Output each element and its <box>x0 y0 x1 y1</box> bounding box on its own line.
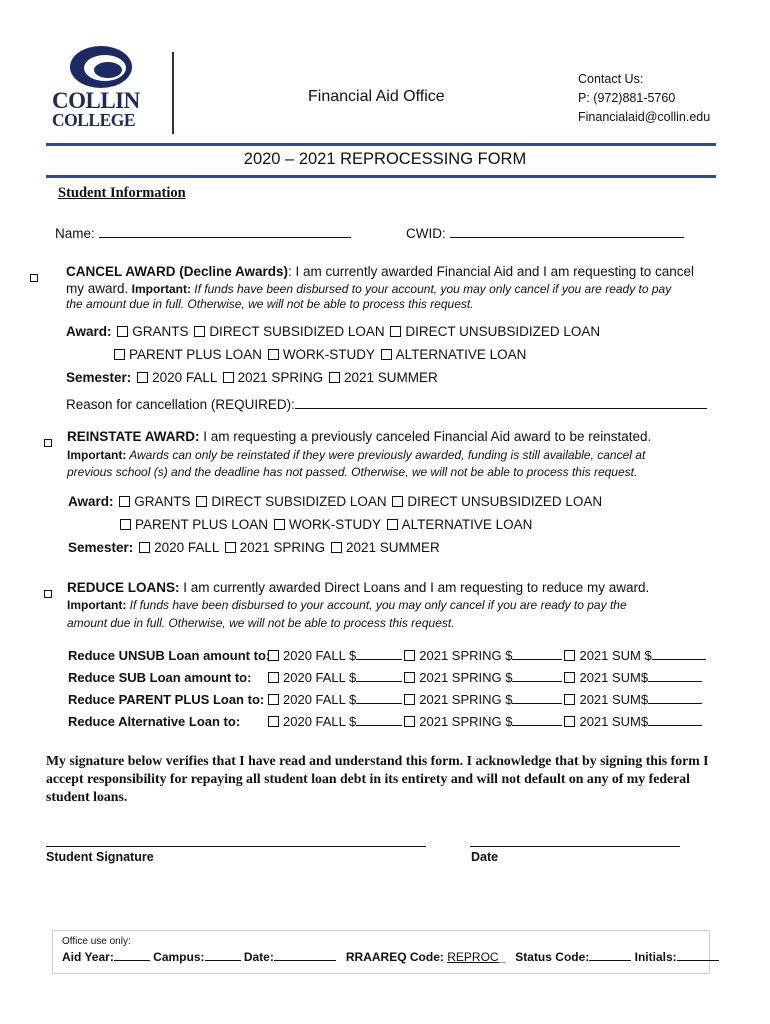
reinstate-parent-plus-checkbox[interactable] <box>120 519 131 530</box>
contact-email[interactable]: Financialaid@collin.edu <box>578 110 711 124</box>
cancel-unsub-loan-checkbox[interactable] <box>390 326 401 337</box>
reduce-spring-label: 2021 SPRING $ <box>419 648 513 663</box>
office-date-field[interactable] <box>274 950 336 961</box>
reduce-fall-label: 2020 FALL $ <box>283 648 357 663</box>
reinstate-award-text: I am requesting a previously canceled Financial Aid award to be reinstated. <box>199 429 652 444</box>
reinstate-grants-checkbox[interactable] <box>119 496 130 507</box>
reduce-spring-label: 2021 SPRING $ <box>419 714 513 729</box>
cancel-opt-ws: WORK-STUDY <box>282 347 375 362</box>
reinstate-alt-loan-checkbox[interactable] <box>387 519 398 530</box>
cancel-semester-row <box>66 370 438 385</box>
reduce-fall-label: 2020 FALL $ <box>283 714 357 729</box>
reduce-fall-label: 2020 FALL $ <box>283 670 357 685</box>
reduce-row-unsub <box>68 647 706 663</box>
office-use-fields: Aid Year: Campus: Date: RRAAREQ Code: REPROC_ Status Code: Initials: <box>62 950 719 964</box>
reduce-loans-line <box>67 580 649 595</box>
cancel-spring-checkbox[interactable] <box>223 372 234 383</box>
cancel-semester-label: Semester: <box>66 370 132 385</box>
name-row <box>55 225 351 241</box>
reduce-row-sub <box>68 669 702 685</box>
reduce-fall-checkbox[interactable] <box>268 716 279 727</box>
reinstate-award-line <box>67 429 651 444</box>
reinstate-unsub-loan-checkbox[interactable] <box>392 496 403 507</box>
reduce-row-label: Reduce UNSUB Loan amount to: <box>68 648 271 663</box>
cancel-sub-loan-checkbox[interactable] <box>194 326 205 337</box>
cancel-opt-unsub: DIRECT UNSUBSIDIZED LOAN <box>405 324 601 339</box>
cancel-opt-grants: GRANTS <box>132 324 189 339</box>
reinstate-opt-ws: WORK-STUDY <box>288 517 381 532</box>
reduce-spring-checkbox[interactable] <box>404 694 415 705</box>
name-label: Name: <box>55 226 95 241</box>
reinstate-opt-grants: GRANTS <box>134 494 191 509</box>
rraareq-value: REPROC <box>447 950 499 964</box>
reduce-fall-checkbox[interactable] <box>268 672 279 683</box>
reinstate-award-title: REINSTATE AWARD: <box>67 429 200 444</box>
reinstate-important-label: Important: <box>67 448 127 462</box>
reinstate-spring-checkbox[interactable] <box>225 542 236 553</box>
contact-phone: P: (972)881-5760 <box>578 91 676 105</box>
cancel-award-text: : I am currently awarded Financial Aid and I am requesting to cancel <box>288 264 695 279</box>
reduce-sum-label: 2021 SUM$ <box>579 670 649 685</box>
reinstate-semester-label: Semester: <box>68 540 134 555</box>
reduce-fall-amount[interactable] <box>356 713 402 726</box>
form-title: 2020 – 2021 REPROCESSING FORM <box>243 150 527 168</box>
cancel-note2: the amount due in full. Otherwise, we will not be able to process this request. <box>66 297 474 311</box>
cancel-reason-field[interactable] <box>295 396 707 409</box>
reduce-sum-amount[interactable] <box>652 647 706 660</box>
cancel-summer-checkbox[interactable] <box>329 372 340 383</box>
student-signature-line[interactable] <box>46 846 426 847</box>
reduce-sum-amount[interactable] <box>648 713 702 726</box>
reduce-loans-checkbox[interactable] <box>44 585 52 603</box>
office-name: Financial Aid Office <box>308 88 445 105</box>
reduce-sum-checkbox[interactable] <box>564 694 575 705</box>
reduce-important-label: Important: <box>67 598 127 612</box>
name-field[interactable] <box>99 225 351 238</box>
reinstate-award-label: Award: <box>68 494 114 509</box>
reduce-fall-amount[interactable] <box>356 647 402 660</box>
cwid-field[interactable] <box>450 225 684 238</box>
reinstate-work-study-checkbox[interactable] <box>274 519 285 530</box>
cancel-opt-alt: ALTERNATIVE LOAN <box>395 347 527 362</box>
cancel-award-label: Award: <box>66 324 112 339</box>
reduce-fall-amount[interactable] <box>356 669 402 682</box>
student-info-heading: Student Information <box>58 185 186 201</box>
reduce-row-alternative <box>68 713 702 729</box>
reinstate-opt-sub: DIRECT SUBSIDIZED LOAN <box>211 494 387 509</box>
reinstate-sem-spring: 2021 SPRING <box>239 540 326 555</box>
reinstate-sem-fall: 2020 FALL <box>154 540 219 555</box>
reinstate-note1: Awards can only be reinstated if they were previously awarded, funding is still available, cancel at <box>126 448 646 462</box>
reduce-row-label: Reduce PARENT PLUS Loan to: <box>68 692 265 707</box>
reduce-spring-amount[interactable] <box>512 647 562 660</box>
cancel-reason-row <box>66 396 707 412</box>
date-line[interactable] <box>470 846 680 847</box>
reduce-note-line1 <box>67 598 627 612</box>
office-use-label: Office use only: <box>62 936 131 947</box>
cancel-note-line1 <box>66 281 671 296</box>
campus-field[interactable] <box>205 950 241 961</box>
cancel-sem-spring: 2021 SPRING <box>237 370 324 385</box>
cancel-opt-sub: DIRECT SUBSIDIZED LOAN <box>209 324 385 339</box>
reinstate-award-options-2 <box>118 517 532 532</box>
reduce-row-label: Reduce Alternative Loan to: <box>68 714 241 729</box>
cancel-parent-plus-checkbox[interactable] <box>114 349 125 360</box>
reduce-sum-label: 2021 SUM$ <box>579 714 649 729</box>
reduce-sum-checkbox[interactable] <box>564 716 575 727</box>
cancel-award-title: CANCEL AWARD (Decline Awards) <box>66 264 289 279</box>
reduce-spring-checkbox[interactable] <box>404 716 415 727</box>
title-rule-top <box>46 143 716 146</box>
cancel-award-options-1 <box>66 324 600 339</box>
date-label: Date <box>471 850 499 864</box>
reduce-spring-label: 2021 SPRING $ <box>419 692 513 707</box>
reduce-row-parent-plus <box>68 691 702 707</box>
cancel-text-cont: my award. <box>66 281 129 296</box>
status-code-field[interactable] <box>589 950 631 961</box>
reinstate-opt-alt: ALTERNATIVE LOAN <box>401 517 533 532</box>
reduce-spring-label: 2021 SPRING $ <box>419 670 513 685</box>
reduce-spring-amount[interactable] <box>512 669 562 682</box>
title-rule-bottom <box>46 175 716 178</box>
header-divider <box>172 52 174 134</box>
reduce-sum-amount[interactable] <box>648 669 702 682</box>
reduce-fall-amount[interactable] <box>356 691 402 704</box>
reduce-sum-label: 2021 SUM$ <box>579 692 649 707</box>
reinstate-sub-loan-checkbox[interactable] <box>196 496 207 507</box>
office-date-label: Date <box>243 950 270 964</box>
college-logo-swoosh <box>68 44 134 90</box>
cancel-work-study-checkbox[interactable] <box>268 349 279 360</box>
reduce-spring-checkbox[interactable] <box>404 650 415 661</box>
reinstate-note-line1 <box>67 448 645 462</box>
initials-label: Initials <box>634 950 673 964</box>
cancel-award-line <box>66 264 694 279</box>
cancel-sem-fall: 2020 FALL <box>152 370 217 385</box>
campus-label: Campus <box>153 950 201 964</box>
cwid-row <box>406 225 684 241</box>
aid-year-label: Aid Year <box>62 950 110 964</box>
reinstate-sem-summer: 2021 SUMMER <box>345 540 440 555</box>
rraareq-label: RRAAREQ Code <box>345 950 440 964</box>
office-use-box <box>52 930 710 974</box>
reinstate-fall-checkbox[interactable] <box>139 542 150 553</box>
cancel-award-options-2 <box>112 347 526 362</box>
cancel-opt-parent: PARENT PLUS LOAN <box>129 347 263 362</box>
reinstate-note2: previous school (s) and the deadline has not passed. Otherwise, we will not be able to process this request. <box>67 465 638 479</box>
logo-text-collin: COLLIN <box>52 88 140 113</box>
contact-label: Contact Us: <box>578 72 644 86</box>
reduce-spring-amount[interactable] <box>512 691 562 704</box>
reduce-spring-checkbox[interactable] <box>404 672 415 683</box>
reinstate-semester-row <box>68 540 440 555</box>
reinstate-award-options-1 <box>68 494 602 509</box>
cancel-fall-checkbox[interactable] <box>137 372 148 383</box>
cancel-sem-summer: 2021 SUMMER <box>343 370 438 385</box>
reduce-sum-checkbox[interactable] <box>564 650 575 661</box>
reduce-sum-checkbox[interactable] <box>564 672 575 683</box>
reduce-sum-label: 2021 SUM $ <box>579 648 652 663</box>
cancel-grants-checkbox[interactable] <box>117 326 128 337</box>
contact-block <box>578 70 710 127</box>
reduce-note1: If funds have been disbursed to your account, you may only cancel if you are ready to pay the <box>126 598 627 612</box>
reduce-loans-title: REDUCE LOANS: <box>67 580 180 595</box>
reduce-spring-amount[interactable] <box>512 713 562 726</box>
cancel-note1: If funds have been disbursed to your account, you may only cancel if you are ready to pay <box>190 282 672 296</box>
reduce-row-label: Reduce SUB Loan amount to: <box>68 670 252 685</box>
reduce-fall-label: 2020 FALL $ <box>283 692 357 707</box>
cancel-alt-loan-checkbox[interactable] <box>381 349 392 360</box>
student-signature-label: Student Signature <box>46 850 154 864</box>
reinstate-award-checkbox[interactable] <box>44 434 52 452</box>
reduce-fall-checkbox[interactable] <box>268 694 279 705</box>
reduce-note2: amount due in full. Otherwise, we will not be able to process this request. <box>67 616 455 630</box>
reinstate-opt-unsub: DIRECT UNSUBSIDIZED LOAN <box>407 494 603 509</box>
initials-field[interactable] <box>677 950 719 961</box>
cancel-award-checkbox[interactable] <box>30 269 38 287</box>
reduce-sum-amount[interactable] <box>648 691 702 704</box>
reinstate-opt-parent: PARENT PLUS LOAN <box>135 517 269 532</box>
cwid-label: CWID: <box>406 226 446 241</box>
cancel-important-label: Important: <box>131 282 191 296</box>
reduce-loans-text: I am currently awarded Direct Loans and I am requesting to reduce my award. <box>179 580 650 595</box>
logo-text-college: COLLEGE <box>52 110 136 130</box>
cancel-reason-label: Reason for cancellation (REQUIRED): <box>66 397 295 412</box>
signature-statement: My signature below verifies that I have read and understand this form. I acknowledge that by signing this form I accept responsibility for repaying all student loan debt in its entirety and will not default on any of my federal student loans. <box>46 753 709 804</box>
reinstate-summer-checkbox[interactable] <box>331 542 342 553</box>
aid-year-field[interactable] <box>114 950 150 961</box>
status-code-label: Status Code <box>515 950 586 964</box>
reduce-fall-checkbox[interactable] <box>268 650 279 661</box>
